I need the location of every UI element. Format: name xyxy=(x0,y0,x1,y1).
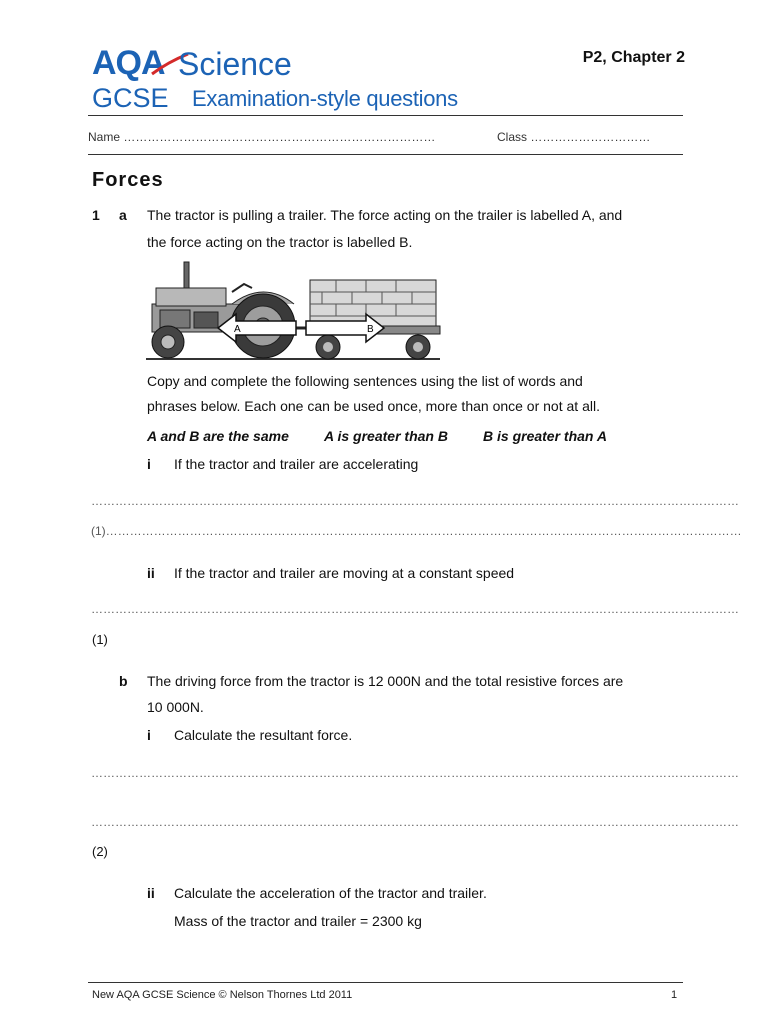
subpart-bi-label: i xyxy=(147,727,151,743)
force-label-a: A xyxy=(234,324,241,335)
footer-copyright: New AQA GCSE Science © Nelson Thornes Ltd 2011 xyxy=(92,989,353,1001)
subpart-bi-text: Calculate the resultant force. xyxy=(174,727,353,743)
answer-line[interactable]: ……………………………………………………………………………………………………………………………………………… xyxy=(91,494,739,508)
phrase-option: A is greater than B xyxy=(324,428,448,444)
marks-label: (1) xyxy=(92,632,108,647)
instruction-line2: phrases below. Each one can be used once, more than once or not at all. xyxy=(147,398,600,414)
class-field[interactable]: Class ………………………… xyxy=(497,130,651,144)
logo-subtitle: Examination-style questions xyxy=(192,86,458,111)
chapter-label: P2, Chapter 2 xyxy=(582,49,685,66)
q1a-text-line1: The tractor is pulling a trailer. The force acting on the trailer is labelled A, and xyxy=(147,207,623,223)
answer-line-with-mark[interactable]: (1)…………………………………………………………………………………………………………………………………………… xyxy=(91,524,742,538)
name-field[interactable]: Name …………………………………………………………………… xyxy=(88,130,436,144)
subpart-ii-label: ii xyxy=(147,565,155,581)
logo-gcse: GCSE xyxy=(92,83,169,113)
page-number: 1 xyxy=(671,989,678,1001)
subpart-bii-label: ii xyxy=(147,885,155,901)
subpart-bii-mass: Mass of the tractor and trailer = 2300 kg xyxy=(174,913,422,929)
tractor-trailer-figure xyxy=(146,258,442,364)
subpart-i-text: If the tractor and trailer are accelerating xyxy=(174,456,419,472)
subpart-i-label: i xyxy=(147,456,151,472)
subpart-ii-text: If the tractor and trailer are moving at a constant speed xyxy=(174,565,515,581)
footer-divider xyxy=(88,982,683,983)
answer-line[interactable]: ……………………………………………………………………………………………………………………………………………… xyxy=(91,815,739,829)
force-label-b: B xyxy=(367,324,374,335)
answer-line[interactable]: ……………………………………………………………………………………………………………………………………………… xyxy=(91,766,739,780)
part-b-label: b xyxy=(119,673,128,689)
phrase-option: B is greater than A xyxy=(483,428,607,444)
phrase-option: A and B are the same xyxy=(147,428,289,444)
part-a-label: a xyxy=(119,207,127,223)
answer-line[interactable]: ……………………………………………………………………………………………………………………………………………… xyxy=(91,602,739,616)
instruction-line1: Copy and complete the following sentences using the list of words and xyxy=(147,373,583,389)
marks-label: (2) xyxy=(92,844,108,859)
q1a-text-line2: the force acting on the tractor is labelled B. xyxy=(147,234,413,250)
name-divider xyxy=(88,154,683,155)
q1b-text-line2: 10 000N. xyxy=(147,699,204,715)
subpart-bii-text: Calculate the acceleration of the tractor and trailer. xyxy=(174,885,487,901)
header-divider xyxy=(88,115,683,116)
logo-aqa: AQA xyxy=(92,44,165,82)
q1b-text-line1: The driving force from the tractor is 12 000N and the total resistive forces are xyxy=(147,673,624,689)
page-title: Forces xyxy=(92,169,164,191)
logo-science: Science xyxy=(178,46,292,82)
question-number: 1 xyxy=(92,207,100,223)
